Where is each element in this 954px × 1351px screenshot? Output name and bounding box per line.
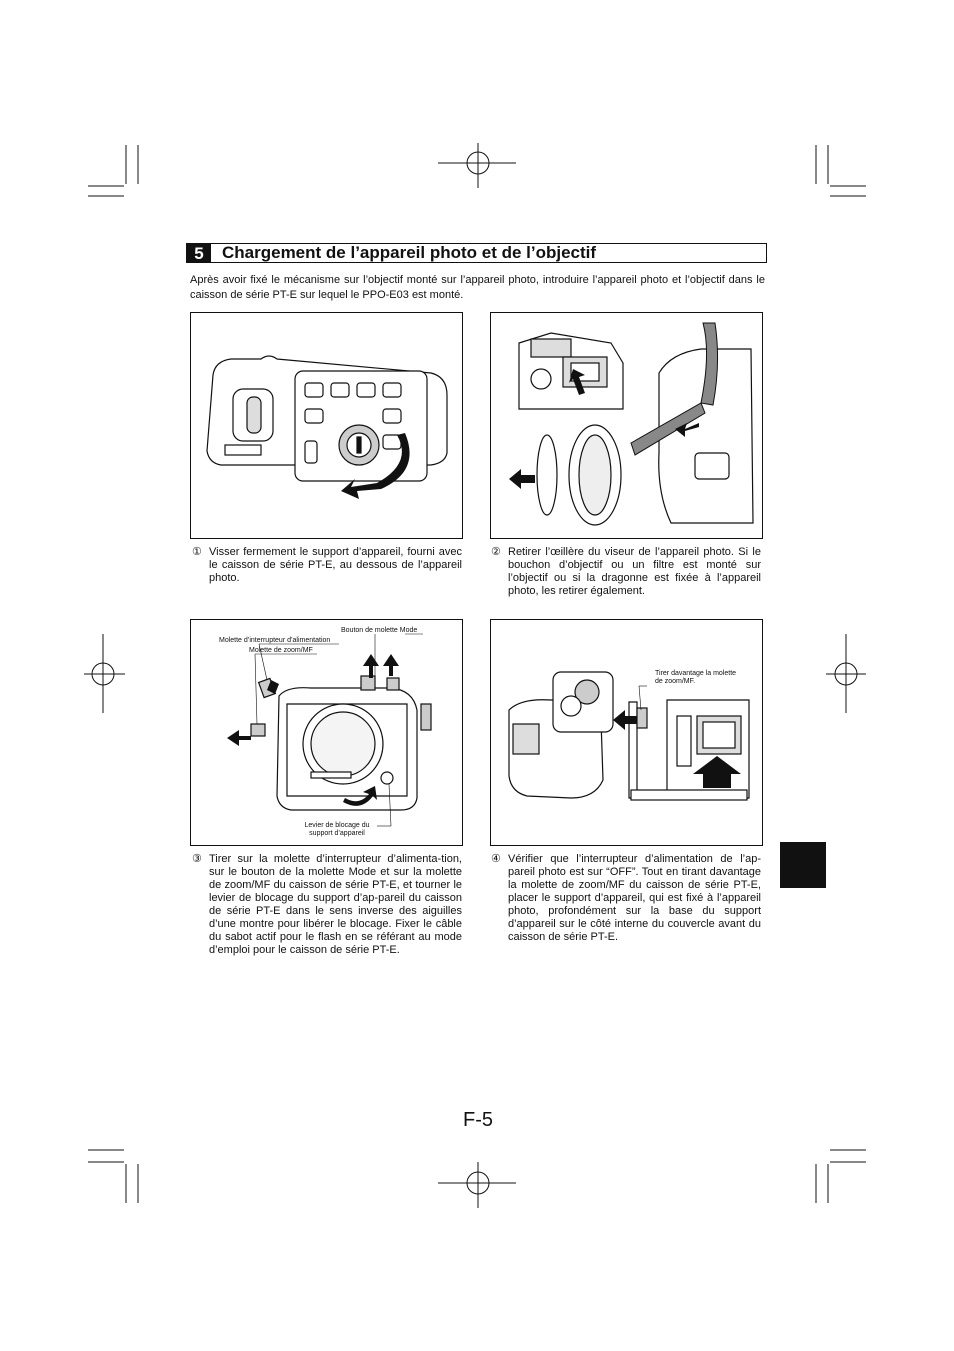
label-lock-lever: Levier de blocage du support d’appareil xyxy=(304,822,370,837)
figure-4-insert-camera xyxy=(490,619,763,846)
figure-2-remove-eyecup xyxy=(490,312,763,539)
eyecup-strap-illustration xyxy=(491,313,764,540)
chapter-tab xyxy=(780,842,826,888)
step-2-text: Retirer l’œillère du viseur de l’appareil photo. Si le bouchon d’objectif ou un filtre est monté sur l’objectif ou si la dragonne est fixée à l’appareil photo, les retirer également. xyxy=(508,546,761,597)
step-3-text: Tirer sur la molette d’interrupteur d’alimenta-tion, sur le bouton de la molette Mode et sur la molette de zoom/MF du caisson de série PT-E, et tourner le levier de blocage du support d’ap-pareil du caisson de série PT-E dans le sens inverse des aiguilles d’une montre pour libérer le blocage. Fixer le câble du sabot actif pour le flash en se référant au mode d’emploi pour le caisson de série PT-E. xyxy=(209,853,462,956)
step-2-caption xyxy=(491,546,761,598)
camera-underside-illustration xyxy=(191,313,464,540)
step-4-text: Vérifier que l’interrupteur d’alimentation de l’ap-pareil photo est sur “OFF”. Tout en tirant davantage la molette de zoom/MF du caisson de série PT-E, placer le support d’appareil, qui est fixé à l’appareil photo, profondément sur la base du support d’appareil sur le côté interne du couvercle avant du caisson de série PT-E. xyxy=(508,853,761,943)
intro-paragraph: Après avoir fixé le mécanisme sur l’objectif monté sur l’appareil photo, introduire l’appareil photo et l’objectif dans le caisson de série PT-E sur lequel le PPO-E03 est monté. xyxy=(190,274,765,301)
label-power-dial: Molette d’interrupteur d’alimentation xyxy=(219,637,331,644)
step-4-caption xyxy=(491,853,761,944)
step-3-caption xyxy=(192,853,462,957)
label-mode-button: Bouton de molette Mode xyxy=(341,627,418,634)
step-3-number: ③ xyxy=(192,853,202,865)
step-4-number: ④ xyxy=(491,853,501,865)
section-title: Chargement de l’appareil photo et de l’objectif xyxy=(222,243,597,262)
section-number: 5 xyxy=(187,244,211,262)
label-zoom-dial: Molette de zoom/MF xyxy=(249,647,313,654)
figure-1-camera-bracket xyxy=(190,312,463,539)
camera-insert-illustration xyxy=(491,620,764,847)
step-1-number: ① xyxy=(192,546,202,558)
step-2-number: ② xyxy=(491,546,501,558)
section-heading xyxy=(186,243,767,263)
housing-illustration xyxy=(191,620,464,847)
page-number: F-5 xyxy=(463,1109,493,1131)
step-1-text: Visser fermement le support d’appareil, fourni avec le caisson de série PT-E, au dessous de l’appareil photo. xyxy=(209,546,462,584)
label-pull-zoom: Tirer davantage la molette de zoom/MF. xyxy=(655,670,737,685)
figure-3-housing-controls xyxy=(190,619,463,846)
step-1-caption xyxy=(192,546,462,585)
